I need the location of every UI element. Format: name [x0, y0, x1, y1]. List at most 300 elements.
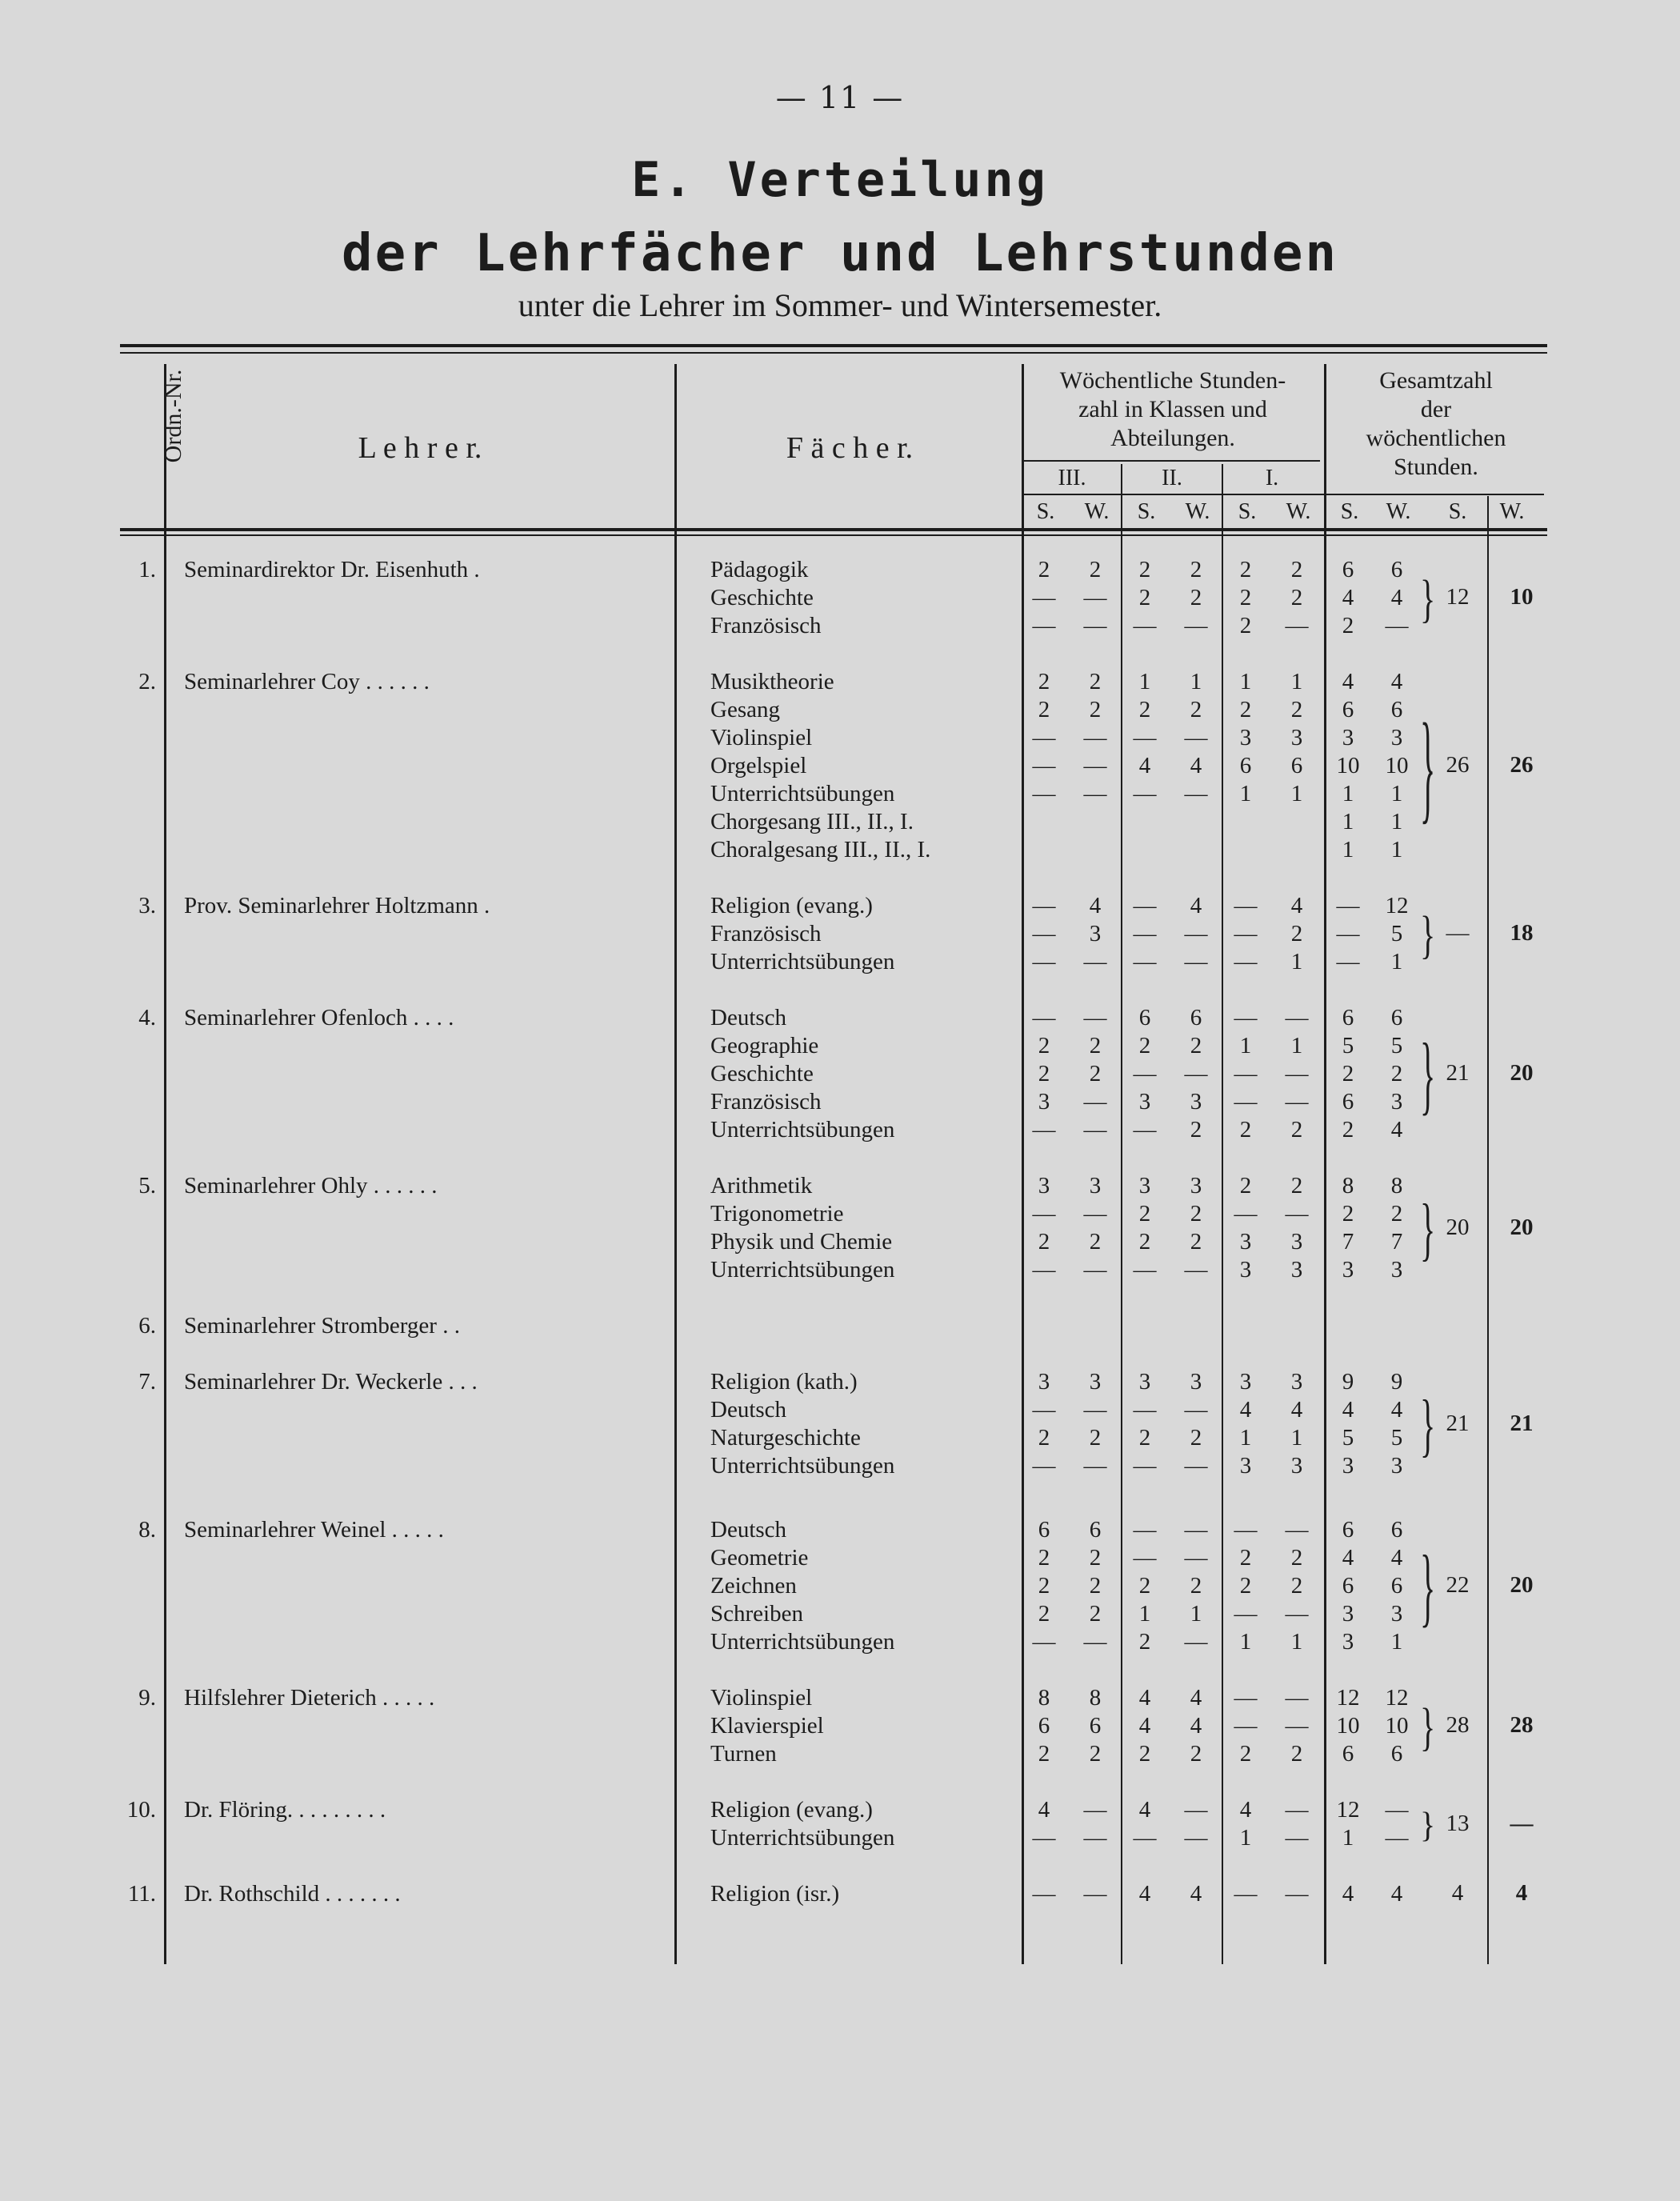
hours-value: 3	[1290, 1369, 1303, 1395]
hours-value: 2	[1290, 1117, 1303, 1143]
header-bottom-rule-thin	[120, 534, 1547, 536]
hours-value: 4	[1190, 1881, 1202, 1907]
hours-value: 2	[1138, 1201, 1151, 1227]
hours-value: 3	[1239, 1453, 1252, 1479]
hours-value: —	[1083, 1257, 1107, 1283]
hours-value: 1	[1138, 1601, 1151, 1627]
header-total-line1: Gesamtzahl	[1379, 367, 1493, 394]
hours-value: 2	[1138, 1033, 1151, 1058]
hours-value: 4	[1342, 669, 1354, 694]
hours-value: —	[1032, 893, 1056, 918]
hours-value: —	[1133, 1453, 1157, 1479]
row-number: 6.	[138, 1313, 156, 1339]
header-weekly-line3: Abteilungen.	[1110, 425, 1235, 451]
subject-name: Violinspiel	[710, 725, 813, 750]
total-summer: 22	[1446, 1572, 1470, 1598]
brace-mark: }	[1420, 904, 1436, 964]
hours-value: 2	[1138, 585, 1151, 610]
subject-name: Schreiben	[710, 1601, 803, 1627]
hours-value: 1	[1342, 1825, 1354, 1851]
hours-value: 3	[1390, 1089, 1403, 1115]
subject-name: Religion (evang.)	[710, 1797, 873, 1823]
hours-value: 2	[1138, 557, 1151, 582]
hours-value: —	[1133, 781, 1157, 806]
hours-value: 1	[1290, 1425, 1303, 1451]
hours-value: 2	[1342, 613, 1354, 638]
hours-value: 2	[1138, 1425, 1151, 1451]
subject-name: Unterrichtsübungen	[710, 1629, 895, 1655]
hours-value: 2	[1390, 1201, 1403, 1227]
hours-value: 2	[1390, 1061, 1403, 1086]
hours-value: —	[1184, 1545, 1208, 1571]
hours-value: —	[1184, 725, 1208, 750]
hours-value: 4	[1138, 1797, 1151, 1823]
hours-value: —	[1032, 613, 1056, 638]
hours-value: —	[1184, 1397, 1208, 1423]
total-winter: 10	[1510, 584, 1534, 610]
section-title-line2: der Lehrfächer und Lehrstunden	[342, 224, 1338, 283]
hours-value: 1	[1239, 781, 1252, 806]
hours-value: 3	[1089, 1173, 1102, 1199]
hours-value: 6	[1390, 1517, 1403, 1543]
hours-value: —	[1385, 1825, 1409, 1851]
header-s: S.	[1137, 499, 1156, 524]
header-s: S.	[1238, 499, 1257, 524]
row-number: 3.	[138, 893, 156, 918]
hours-value: 3	[1190, 1089, 1202, 1115]
hours-value: 4	[1390, 1397, 1403, 1423]
hours-value: 4	[1239, 1797, 1252, 1823]
brace-mark: }	[1420, 1384, 1436, 1464]
hours-value: 2	[1089, 557, 1102, 582]
hours-value: 1	[1390, 949, 1403, 974]
hours-value: 3	[1138, 1173, 1151, 1199]
brace-mark: }	[1420, 1024, 1436, 1124]
hours-value: 4	[1190, 1713, 1202, 1739]
hours-value: 3	[1342, 1453, 1354, 1479]
hours-value: 3	[1390, 1453, 1403, 1479]
teacher-name: Prov. Seminarlehrer Holtzmann .	[184, 893, 490, 918]
header-total-line2: der	[1420, 396, 1452, 422]
header-w: W.	[1286, 499, 1311, 524]
hours-value: —	[1032, 1257, 1056, 1283]
hours-value: 4	[1290, 1397, 1303, 1423]
hours-value: —	[1133, 1397, 1157, 1423]
header-total-line4: Stunden.	[1394, 454, 1478, 480]
teacher-name: Seminarlehrer Stromberger . .	[184, 1313, 460, 1339]
hours-value: —	[1234, 1005, 1258, 1030]
hours-value: 8	[1038, 1685, 1050, 1711]
hours-value: 4	[1390, 1545, 1403, 1571]
hours-value: 4	[1190, 893, 1202, 918]
hours-value: —	[1032, 753, 1056, 778]
hours-value: 6	[1342, 1517, 1354, 1543]
hours-value: —	[1285, 1713, 1309, 1739]
hours-value: —	[1032, 781, 1056, 806]
hours-value: —	[1184, 781, 1208, 806]
hours-value: 2	[1342, 1061, 1354, 1086]
hours-value: 4	[1138, 1685, 1151, 1711]
hours-value: 2	[1089, 1061, 1102, 1086]
hours-value: 5	[1390, 1425, 1403, 1451]
hours-value: 1	[1138, 669, 1151, 694]
hours-value: —	[1083, 1629, 1107, 1655]
hours-value: 5	[1390, 921, 1403, 946]
hours-value: —	[1234, 949, 1258, 974]
hours-value: —	[1234, 1685, 1258, 1711]
total-winter: 4	[1515, 1880, 1528, 1906]
hours-value: 6	[1390, 1573, 1403, 1599]
hours-value: —	[1083, 585, 1107, 610]
hours-value: 2	[1089, 1033, 1102, 1058]
hours-value: 3	[1038, 1089, 1050, 1115]
teacher-name: Seminarlehrer Dr. Weckerle . . .	[184, 1369, 478, 1395]
hours-value: —	[1184, 613, 1208, 638]
header-lehrer: L e h r e r.	[358, 431, 482, 465]
hours-value: 2	[1138, 1629, 1151, 1655]
header-class-3: III.	[1058, 466, 1086, 490]
hours-value: 2	[1190, 1425, 1202, 1451]
hours-value: —	[1133, 949, 1157, 974]
hours-value: —	[1133, 613, 1157, 638]
hours-value: —	[1184, 1453, 1208, 1479]
hours-value: —	[1234, 1061, 1258, 1086]
hours-value: —	[1285, 1797, 1309, 1823]
subject-name: Geographie	[710, 1033, 819, 1058]
subject-name: Französisch	[710, 921, 822, 946]
subject-name: Deutsch	[710, 1517, 787, 1543]
hours-value: —	[1032, 1881, 1056, 1907]
hours-value: 3	[1239, 725, 1252, 750]
hours-value: —	[1184, 1629, 1208, 1655]
header-total	[1328, 366, 1544, 482]
header-s: S.	[1036, 499, 1055, 524]
hours-value: 6	[1290, 753, 1303, 778]
hours-value: 4	[1390, 585, 1403, 610]
hours-value: —	[1032, 1005, 1056, 1030]
hours-value: —	[1133, 1517, 1157, 1543]
hours-value: 4	[1190, 753, 1202, 778]
hours-value: 2	[1138, 1229, 1151, 1255]
hours-value: —	[1133, 921, 1157, 946]
subject-name: Deutsch	[710, 1005, 787, 1030]
hours-value: 12	[1385, 893, 1409, 918]
subject-name: Französisch	[710, 613, 822, 638]
hours-value: —	[1083, 1117, 1107, 1143]
hours-value: 2	[1290, 921, 1303, 946]
hours-value: —	[1083, 1201, 1107, 1227]
hours-value: 6	[1390, 1741, 1403, 1767]
teacher-name: Seminarlehrer Ohly . . . . . .	[184, 1173, 438, 1199]
hours-value: —	[1083, 1089, 1107, 1115]
hours-value: 6	[1342, 1573, 1354, 1599]
hours-value: 5	[1342, 1425, 1354, 1451]
hours-value: 4	[1038, 1797, 1050, 1823]
header-s: S.	[1340, 499, 1359, 524]
hours-value: 4	[1138, 753, 1151, 778]
hours-value: 6	[1342, 697, 1354, 722]
total-summer: 28	[1446, 1712, 1470, 1738]
hours-value: —	[1285, 613, 1309, 638]
subject-name: Chorgesang III., II., I.	[710, 809, 914, 834]
hours-value: 6	[1089, 1713, 1102, 1739]
hours-value: 6	[1390, 557, 1403, 582]
hours-value: —	[1032, 725, 1056, 750]
hours-value: 2	[1239, 697, 1252, 722]
header-ordn: Ordn.-Nr.	[160, 369, 186, 463]
hours-value: 2	[1038, 557, 1050, 582]
hours-value: 1	[1239, 669, 1252, 694]
hours-value: —	[1285, 1685, 1309, 1711]
hours-value: 2	[1089, 1741, 1102, 1767]
hours-value: 3	[1342, 725, 1354, 750]
hours-value: 1	[1190, 1601, 1202, 1627]
hours-value: 3	[1390, 1257, 1403, 1283]
hours-value: 5	[1390, 1033, 1403, 1058]
subject-name: Unterrichtsübungen	[710, 781, 895, 806]
subject-name: Klavierspiel	[710, 1713, 824, 1739]
hours-value: 6	[1342, 1741, 1354, 1767]
hours-value: —	[1133, 1117, 1157, 1143]
header-class-1: I.	[1265, 466, 1279, 490]
hours-value: 6	[1390, 1005, 1403, 1030]
hours-value: —	[1234, 893, 1258, 918]
hours-value: —	[1133, 1545, 1157, 1571]
hours-value: 4	[1390, 1881, 1403, 1907]
header-total-line3: wöchentlichen	[1366, 425, 1506, 451]
subject-name: Orgelspiel	[710, 753, 807, 778]
total-winter: 20	[1510, 1060, 1534, 1086]
teacher-name: Seminarlehrer Coy . . . . . .	[184, 669, 430, 694]
hours-value: —	[1083, 1453, 1107, 1479]
hours-value: 6	[1190, 1005, 1202, 1030]
row-number: 1.	[138, 557, 156, 582]
subject-name: Arithmetik	[710, 1173, 813, 1199]
total-summer: 21	[1446, 1410, 1470, 1436]
hours-value: 4	[1342, 585, 1354, 610]
hours-value: —	[1184, 949, 1208, 974]
hours-value: —	[1285, 1061, 1309, 1086]
subject-name: Religion (kath.)	[710, 1369, 858, 1395]
hours-value: 2	[1239, 585, 1252, 610]
hours-value: 1	[1390, 809, 1403, 834]
hours-value: 1	[1390, 1629, 1403, 1655]
total-winter: 21	[1510, 1410, 1534, 1436]
header-s: S.	[1448, 499, 1467, 524]
hours-value: 7	[1342, 1229, 1354, 1255]
hours-value: —	[1234, 1517, 1258, 1543]
table-top-rule-thin	[120, 352, 1547, 354]
hours-value: —	[1336, 921, 1360, 946]
hours-value: —	[1184, 1061, 1208, 1086]
hours-value: 2	[1290, 557, 1303, 582]
hours-value: —	[1385, 1797, 1409, 1823]
total-summer: 21	[1446, 1060, 1470, 1086]
total-winter: —	[1510, 1810, 1534, 1836]
hours-value: 8	[1342, 1173, 1354, 1199]
hours-value: —	[1285, 1825, 1309, 1851]
hours-value: —	[1032, 1117, 1056, 1143]
hours-value: 3	[1190, 1369, 1202, 1395]
brace-mark: }	[1420, 696, 1436, 836]
hours-value: —	[1083, 1397, 1107, 1423]
hours-value: —	[1083, 753, 1107, 778]
col-divider	[674, 364, 677, 1964]
hours-value: —	[1032, 1201, 1056, 1227]
subject-name: Zeichnen	[710, 1573, 797, 1599]
hours-value: 6	[1138, 1005, 1151, 1030]
subject-name: Choralgesang III., II., I.	[710, 837, 931, 862]
row-number: 2.	[138, 669, 156, 694]
hours-value: —	[1083, 725, 1107, 750]
hours-value: 2	[1038, 1573, 1050, 1599]
hours-value: 2	[1190, 1117, 1202, 1143]
hours-value: —	[1083, 1797, 1107, 1823]
hours-value: 3	[1390, 1601, 1403, 1627]
hours-value: —	[1032, 949, 1056, 974]
hours-value: 8	[1089, 1685, 1102, 1711]
hours-value: 2	[1190, 585, 1202, 610]
hours-value: —	[1234, 1089, 1258, 1115]
hours-value: 2	[1190, 1229, 1202, 1255]
subject-name: Trigonometrie	[710, 1201, 844, 1227]
hours-value: 6	[1342, 1089, 1354, 1115]
teacher-name: Seminarlehrer Weinel . . . . .	[184, 1517, 444, 1543]
total-summer: 20	[1446, 1214, 1470, 1240]
subject-name: Violinspiel	[710, 1685, 813, 1711]
header-bottom-rule	[120, 528, 1547, 531]
subject-name: Unterrichtsübungen	[710, 1117, 895, 1143]
hours-value: 1	[1290, 781, 1303, 806]
hours-value: 3	[1290, 1453, 1303, 1479]
hours-value: —	[1184, 1797, 1208, 1823]
hours-value: 4	[1190, 1685, 1202, 1711]
hours-value: —	[1133, 1061, 1157, 1086]
hours-value: —	[1083, 1825, 1107, 1851]
hours-value: —	[1184, 1825, 1208, 1851]
header-w: W.	[1499, 499, 1525, 524]
hours-value: 4	[1138, 1881, 1151, 1907]
hours-value: —	[1336, 893, 1360, 918]
subject-name: Geschichte	[710, 1061, 814, 1086]
hours-value: 6	[1038, 1713, 1050, 1739]
total-summer: 4	[1451, 1880, 1464, 1906]
subject-name: Naturgeschichte	[710, 1425, 861, 1451]
hours-value: 3	[1342, 1601, 1354, 1627]
hours-value: 2	[1038, 1061, 1050, 1086]
table-top-rule	[120, 344, 1547, 347]
hours-value: 2	[1038, 669, 1050, 694]
hours-value: 3	[1290, 725, 1303, 750]
hours-value: 6	[1089, 1517, 1102, 1543]
hours-value: 1	[1342, 837, 1354, 862]
hours-value: 1	[1290, 1629, 1303, 1655]
hours-value: 2	[1089, 1573, 1102, 1599]
hours-value: 4	[1290, 893, 1303, 918]
hours-value: —	[1083, 949, 1107, 974]
page-number: — 11 —	[775, 80, 905, 115]
hours-value: 4	[1138, 1713, 1151, 1739]
subject-name: Unterrichtsübungen	[710, 1825, 895, 1851]
total-winter: 20	[1510, 1214, 1534, 1240]
hours-value: 9	[1390, 1369, 1403, 1395]
subject-name: Geschichte	[710, 585, 814, 610]
subject-name: Geometrie	[710, 1545, 809, 1571]
subject-name: Unterrichtsübungen	[710, 949, 895, 974]
hours-value: 10	[1385, 1713, 1409, 1739]
row-number: 8.	[138, 1517, 156, 1543]
header-weekly	[1024, 366, 1322, 453]
hours-value: 3	[1239, 1369, 1252, 1395]
total-winter: 28	[1510, 1712, 1534, 1738]
subject-name: Gesang	[710, 697, 780, 722]
header-w: W.	[1084, 499, 1110, 524]
hours-value: —	[1234, 1881, 1258, 1907]
hours-value: —	[1285, 1089, 1309, 1115]
hours-value: —	[1234, 1713, 1258, 1739]
hours-value: 1	[1239, 1033, 1252, 1058]
hours-value: 2	[1239, 1173, 1252, 1199]
hours-value: 3	[1138, 1089, 1151, 1115]
header-faecher: F ä c h e r.	[786, 431, 914, 465]
hours-value: —	[1285, 1517, 1309, 1543]
hours-value: 2	[1342, 1201, 1354, 1227]
hours-value: 2	[1138, 1573, 1151, 1599]
hours-value: 2	[1038, 1741, 1050, 1767]
hours-value: 4	[1390, 669, 1403, 694]
hours-value: 4	[1239, 1397, 1252, 1423]
hours-value: 1	[1390, 781, 1403, 806]
hours-value: 12	[1336, 1685, 1360, 1711]
hours-value: 3	[1038, 1369, 1050, 1395]
subject-name: Physik und Chemie	[710, 1229, 893, 1255]
teacher-name: Dr. Flöring. . . . . . . . .	[184, 1797, 386, 1823]
header-class-2: II.	[1162, 466, 1182, 490]
hours-value: 1	[1390, 837, 1403, 862]
hours-value: 2	[1190, 697, 1202, 722]
hours-value: 6	[1342, 1005, 1354, 1030]
hours-value: 3	[1342, 1629, 1354, 1655]
hours-value: 1	[1290, 669, 1303, 694]
hours-value: 2	[1290, 1173, 1303, 1199]
hours-value: 3	[1239, 1257, 1252, 1283]
hours-value: 2	[1190, 1741, 1202, 1767]
hours-value: 2	[1038, 1425, 1050, 1451]
hours-value: 3	[1342, 1257, 1354, 1283]
header-weekly-line2: zahl in Klassen und	[1078, 396, 1267, 422]
total-winter: 26	[1510, 752, 1534, 778]
hours-value: —	[1234, 1601, 1258, 1627]
hours-value: —	[1234, 1201, 1258, 1227]
hours-value: 4	[1089, 893, 1102, 918]
hours-value: 10	[1385, 753, 1409, 778]
subject-name: Deutsch	[710, 1397, 787, 1423]
brace-mark: }	[1420, 1188, 1436, 1268]
hours-value: 1	[1190, 669, 1202, 694]
hours-value: 2	[1038, 1033, 1050, 1058]
hours-value: 5	[1342, 1033, 1354, 1058]
hours-value: 12	[1336, 1797, 1360, 1823]
hours-value: —	[1083, 781, 1107, 806]
row-number: 10.	[126, 1797, 156, 1823]
class-rule	[1022, 460, 1320, 462]
hours-value: 2	[1239, 1117, 1252, 1143]
hours-value: —	[1285, 1005, 1309, 1030]
hours-value: 2	[1038, 1601, 1050, 1627]
hours-value: 2	[1190, 557, 1202, 582]
hours-value: 2	[1290, 585, 1303, 610]
hours-value: 2	[1038, 1545, 1050, 1571]
